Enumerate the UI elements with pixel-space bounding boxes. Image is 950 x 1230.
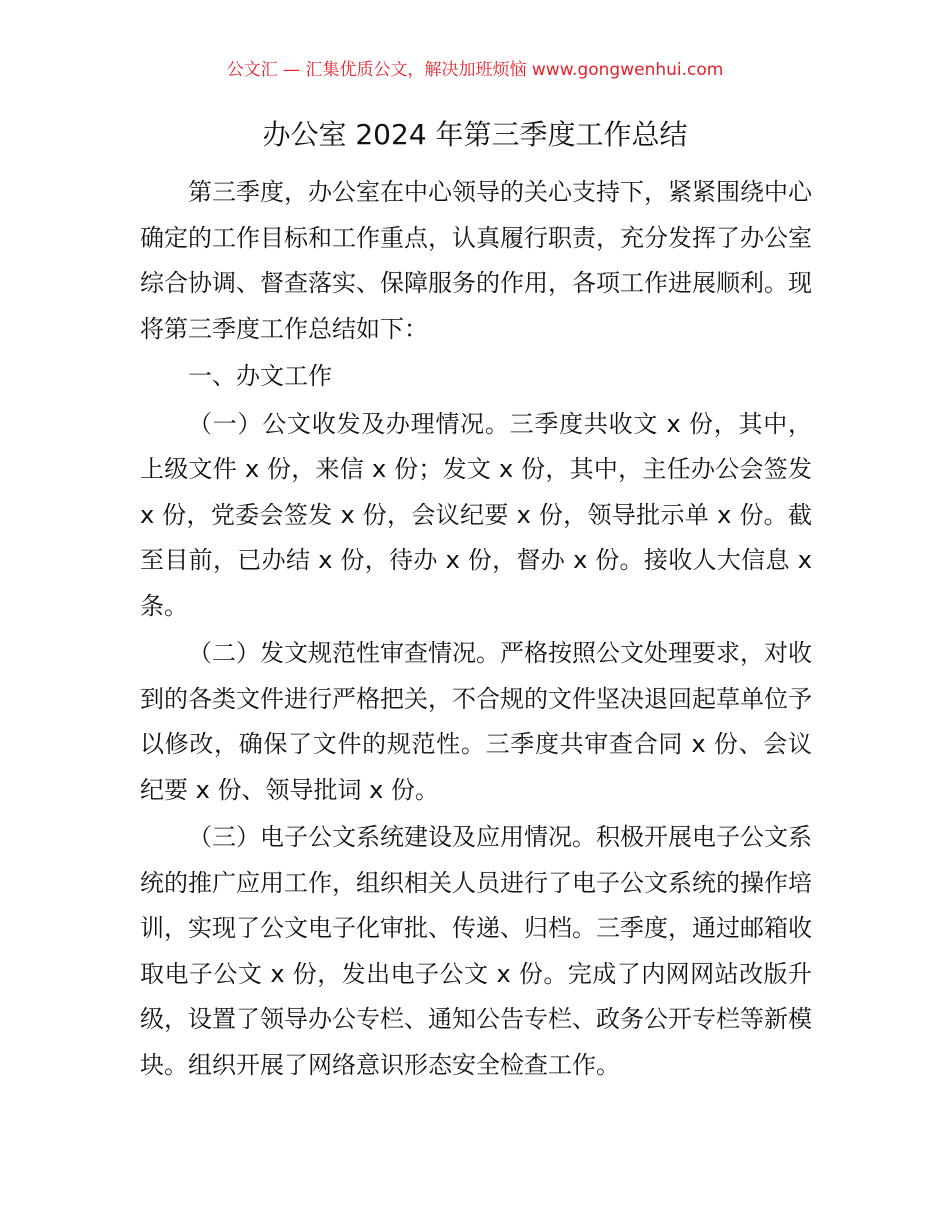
subsection-paragraph-3: （三）电子公文系统建设及应用情况。积极开展电子公文系统的推广应用工作，组织相关人员进行了电子公文系统的操作培训，实现了公文电子化审批、传递、归档。三季度，通过邮箱收取电子公文 x 份，发出电子公文 x 份。完成了内网网站改版升级，设置了领导办公专栏、通知公告专栏、政务公开专栏等新模块。组织开展了网络意识形态安全检查工作。: [140, 823, 812, 1079]
subsection-paragraph-2: （二）发文规范性审查情况。严格按照公文处理要求，对收到的各类文件进行严格把关，不合规的文件坚决退回起草单位予以修改，确保了文件的规范性。三季度共审查合同 x 份、会议纪要 x 份、领导批词 x 份。: [140, 639, 812, 804]
banner-site-name: 公文汇: [226, 60, 278, 80]
subsection-paragraph-1: （一）公文收发及办理情况。三季度共收文 x 份，其中，上级文件 x 份，来信 x 份；发文 x 份，其中，主任办公会签发 x 份，党委会签发 x 份，会议纪要 x 份，领导批示单 x 份。截至目前，已办结 x 份，待办 x 份，督办 x 份。接收人大信息 x 条。: [140, 409, 812, 620]
document-body: [140, 170, 812, 1088]
banner-separator: —: [277, 60, 306, 80]
document-title: 办公室 2024 年第三季度工作总结: [262, 118, 688, 151]
intro-paragraph: 第三季度，办公室在中心领导的关心支持下，紧紧围绕中心确定的工作目标和工作重点，认真履行职责，充分发挥了办公室综合协调、督查落实、保障服务的作用，各项工作进展顺利。现将第三季度工作总结如下：: [140, 178, 812, 343]
banner-url-link[interactable]: www.gongwenhui.com: [531, 60, 724, 80]
site-banner: [0, 57, 950, 83]
section-heading: 一、办文工作: [188, 362, 332, 390]
banner-slogan: 汇集优质公文，解决加班烦恼: [305, 60, 527, 80]
